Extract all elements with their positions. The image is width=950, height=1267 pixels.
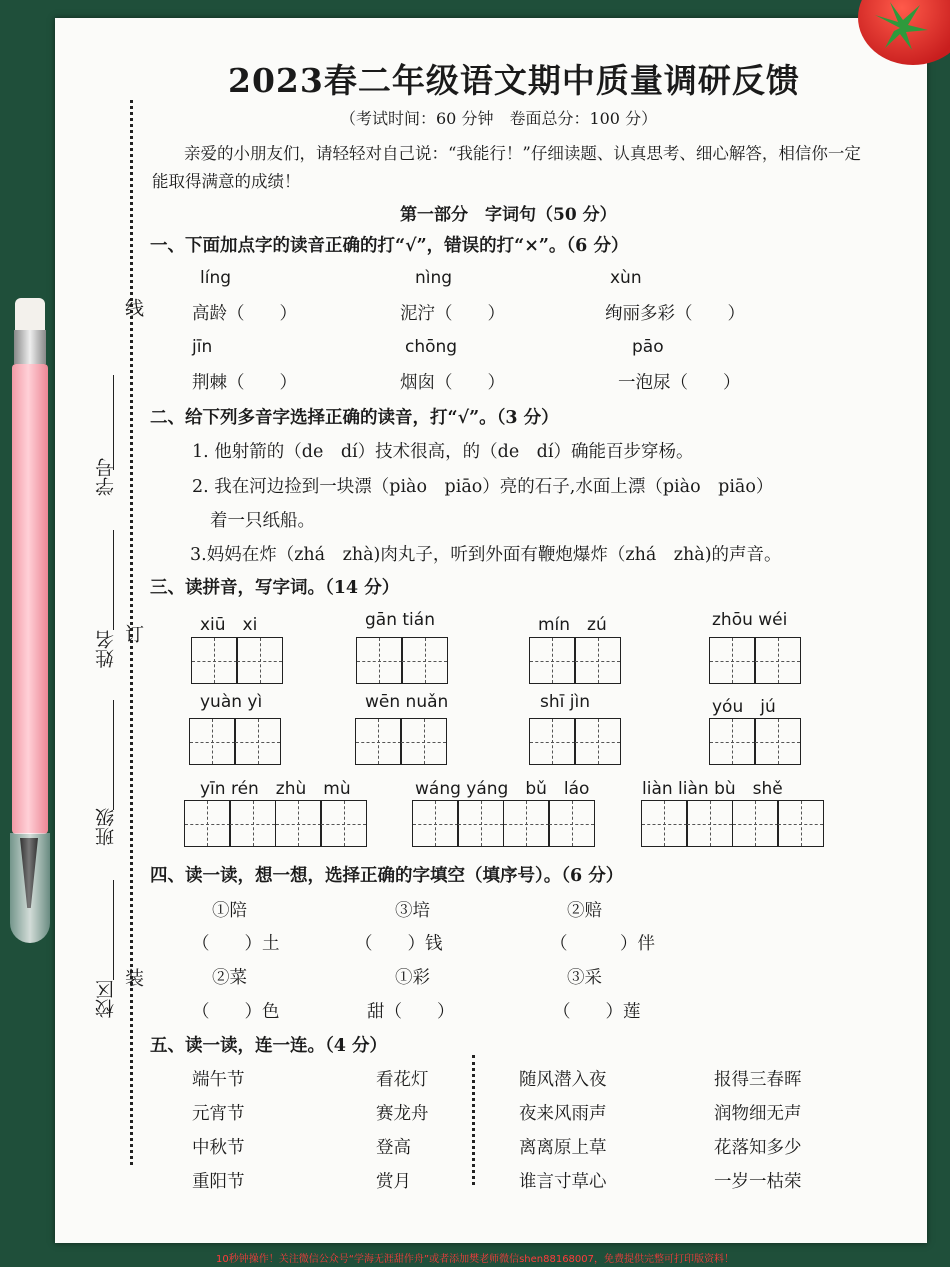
label-name: 姓名 — [95, 630, 117, 668]
q4-option: ②菜 — [212, 968, 247, 988]
q1-pinyin: líng — [200, 268, 232, 288]
festival-item[interactable]: 元宵节 — [192, 1104, 245, 1124]
intro-text: 亲爱的小朋友们，请轻轻对自己说：“我能行！”仔细读题、认真思考、细心解答，相信你一定能取得满意的成绩！ — [152, 144, 861, 191]
q2-line: 2. 我在河边捡到一块漂（piào piāo）亮的石子,水面上漂（piào piāo） — [192, 477, 774, 497]
q3-pinyin: mín zú — [538, 615, 607, 635]
writing-grid[interactable] — [192, 637, 283, 684]
writing-grid[interactable] — [710, 718, 801, 765]
binding-label-ding: 订 — [122, 624, 144, 643]
writing-grid[interactable] — [356, 718, 447, 765]
q1-item[interactable]: 一泡尿（ ） — [618, 373, 741, 393]
q1-item[interactable]: 烟囱（ ） — [400, 373, 505, 393]
label-class: 班级 — [95, 808, 117, 846]
q3-pinyin: wēn nuǎn — [365, 692, 449, 712]
q3-pinyin: yóu jú — [712, 697, 776, 717]
student-id-line[interactable] — [113, 375, 114, 470]
label-campus: 校区 — [95, 980, 117, 1018]
label-student-id: 学号 — [95, 458, 117, 496]
page-title: 2023春二年级语文期中质量调研反馈 — [228, 61, 800, 100]
q4-heading: 四、读一读，想一想，选择正确的字填空（填序号）。（6 分） — [150, 866, 624, 886]
part-heading: 第一部分 字词句（50 分） — [400, 205, 617, 225]
writing-grid[interactable] — [190, 718, 281, 765]
q1-pinyin: xùn — [610, 268, 642, 288]
q1-pinyin: chōng — [405, 337, 458, 357]
leaf-icon — [870, 0, 930, 55]
q2-heading: 二、给下列多音字选择正确的读音，打“√”。（3 分） — [150, 408, 559, 428]
poem-second-line[interactable]: 润物细无声 — [714, 1104, 802, 1124]
q4-blank[interactable]: （ ）钱 — [355, 934, 443, 954]
q1-item[interactable]: 高龄（ ） — [192, 304, 297, 324]
custom-item[interactable]: 登高 — [376, 1138, 411, 1158]
q1-item[interactable]: 泥泞（ ） — [400, 304, 505, 324]
writing-grid[interactable] — [357, 637, 448, 684]
campus-line[interactable] — [113, 880, 114, 980]
q3-pinyin: gān tián — [365, 610, 435, 630]
writing-grid[interactable] — [710, 637, 801, 684]
q3-pinyin: shī jìn — [540, 692, 590, 712]
custom-item[interactable]: 赏月 — [376, 1172, 411, 1192]
q1-pinyin: pāo — [632, 337, 664, 357]
q4-blank[interactable]: （ ）伴 — [550, 934, 655, 954]
q4-option: ③采 — [567, 968, 602, 988]
poem-first-line[interactable]: 谁言寸草心 — [519, 1172, 607, 1192]
q4-option: ①陪 — [212, 901, 247, 921]
q2-line: 着一只纸船。 — [210, 511, 315, 531]
poem-first-line[interactable]: 随风潜入夜 — [519, 1070, 607, 1090]
pencil-decoration — [6, 298, 48, 943]
q4-blank[interactable]: （ ）色 — [192, 1002, 280, 1022]
poem-second-line[interactable]: 花落知多少 — [714, 1138, 802, 1158]
poem-first-line[interactable]: 夜来风雨声 — [519, 1104, 607, 1124]
writing-grid[interactable] — [530, 637, 621, 684]
q4-option: ③培 — [395, 901, 430, 921]
writing-grid[interactable] — [185, 800, 367, 847]
q3-pinyin: wáng yáng bǔ láo — [415, 779, 590, 799]
q3-heading: 三、读拼音，写字词。（14 分） — [150, 578, 400, 598]
festival-item[interactable]: 端午节 — [192, 1070, 245, 1090]
festival-item[interactable]: 重阳节 — [192, 1172, 245, 1192]
binding-label-xian: 线 — [122, 298, 144, 317]
q4-blank[interactable]: 甜（ ） — [367, 1002, 455, 1022]
q1-pinyin: nìng — [415, 268, 453, 288]
writing-grid[interactable] — [530, 718, 621, 765]
writing-grid[interactable] — [413, 800, 595, 847]
q2-line: 3.妈妈在炸（zhá zhà)肉丸子，听到外面有鞭炮爆炸（zhá zhà)的声音。 — [190, 545, 782, 565]
festival-item[interactable]: 中秋节 — [192, 1138, 245, 1158]
q1-item[interactable]: 绚丽多彩（ ） — [605, 304, 745, 324]
class-line[interactable] — [113, 700, 114, 810]
q3-pinyin: yīn rén zhù mù — [200, 779, 351, 799]
q3-pinyin: yuàn yì — [200, 692, 263, 712]
q5-heading: 五、读一读，连一连。（4 分） — [150, 1036, 388, 1056]
name-line[interactable] — [113, 530, 114, 630]
custom-item[interactable]: 赛龙舟 — [376, 1104, 429, 1124]
q4-blank[interactable]: （ ）土 — [192, 934, 280, 954]
q3-pinyin: zhōu wéi — [712, 610, 788, 630]
q2-line: 1. 他射箭的（de dí）技术很高，的（de dí）确能百步穿杨。 — [192, 442, 694, 462]
q1-heading: 一、下面加点字的读音正确的打“√”，错误的打“×”。（6 分） — [150, 236, 629, 256]
q4-option: ②赔 — [567, 901, 602, 921]
q1-pinyin: jīn — [192, 337, 213, 357]
exam-info: （考试时间：60 分钟 卷面总分：100 分） — [340, 109, 658, 128]
promo-footer: 10秒钟操作！关注微信公众号“学海无涯甜作舟”或者添加樊老师微信shen88168007，免费提供完整可打印版资料！ — [215, 1254, 735, 1265]
poem-first-line[interactable]: 离离原上草 — [519, 1138, 607, 1158]
writing-grid[interactable] — [642, 800, 824, 847]
q4-blank[interactable]: （ ）莲 — [553, 1002, 641, 1022]
q4-option: ①彩 — [395, 968, 430, 988]
poem-second-line[interactable]: 报得三春晖 — [714, 1070, 802, 1090]
q3-pinyin: xiū xi — [200, 615, 258, 635]
binding-label-zhuang: 装 — [122, 968, 144, 987]
q3-pinyin: liàn liàn bù shě — [642, 779, 783, 799]
custom-item[interactable]: 看花灯 — [376, 1070, 429, 1090]
q1-item[interactable]: 荆棘（ ） — [192, 373, 297, 393]
poem-second-line[interactable]: 一岁一枯荣 — [714, 1172, 802, 1192]
q5-divider — [472, 1055, 475, 1185]
